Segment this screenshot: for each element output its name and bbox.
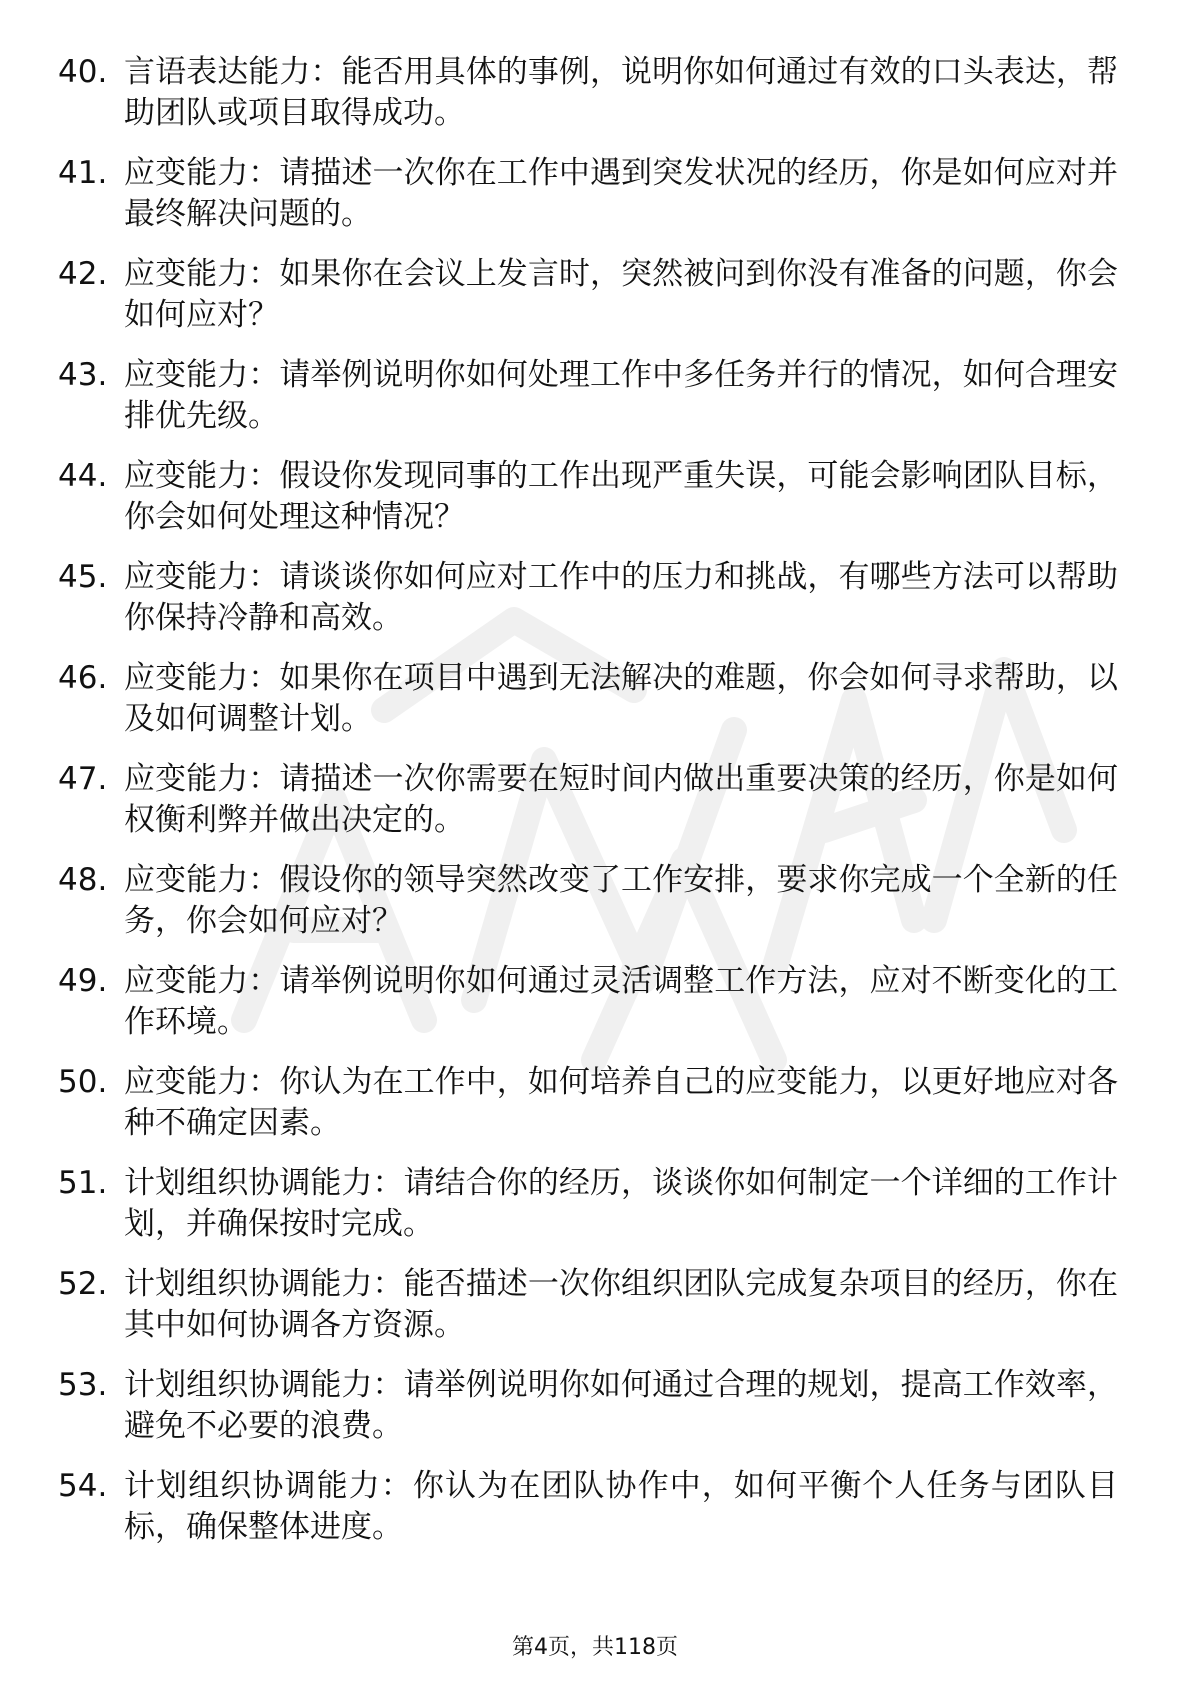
question-text: 应变能力：假设你发现同事的工作出现严重失误，可能会影响团队目标，你会如何处理这种情况？ bbox=[124, 458, 1118, 535]
question-text: 计划组织协调能力：你认为在团队协作中，如何平衡个人任务与团队目标，确保整体进度。 bbox=[124, 1468, 1118, 1545]
question-item bbox=[58, 1466, 1118, 1548]
question-text: 应变能力：请举例说明你如何通过灵活调整工作方法，应对不断变化的工作环境。 bbox=[124, 963, 1118, 1040]
question-number: 52. bbox=[58, 1266, 108, 1302]
question-item bbox=[58, 1365, 1118, 1447]
page-footer bbox=[0, 1634, 1190, 1662]
question-text: 应变能力：请描述一次你需要在短时间内做出重要决策的经历，你是如何权衡利弊并做出决定的。 bbox=[124, 761, 1118, 838]
question-item bbox=[58, 759, 1118, 841]
question-number: 43. bbox=[58, 357, 108, 393]
question-text: 言语表达能力：能否用具体的事例，说明你如何通过有效的口头表达，帮助团队或项目取得成功。 bbox=[124, 54, 1118, 131]
question-number: 44. bbox=[58, 458, 108, 494]
question-number: 40. bbox=[58, 54, 108, 90]
question-item bbox=[58, 557, 1118, 639]
question-item bbox=[58, 355, 1118, 437]
question-text: 应变能力：你认为在工作中，如何培养自己的应变能力，以更好地应对各种不确定因素。 bbox=[124, 1064, 1118, 1141]
question-number: 54. bbox=[58, 1468, 108, 1504]
question-number: 49. bbox=[58, 963, 108, 999]
question-item bbox=[58, 153, 1118, 235]
question-text: 计划组织协调能力：请举例说明你如何通过合理的规划，提高工作效率，避免不必要的浪费。 bbox=[124, 1367, 1118, 1444]
question-number: 42. bbox=[58, 256, 108, 292]
question-item bbox=[58, 52, 1118, 134]
question-text: 应变能力：请描述一次你在工作中遇到突发状况的经历，你是如何应对并最终解决问题的。 bbox=[124, 155, 1118, 232]
question-number: 45. bbox=[58, 559, 108, 595]
question-number: 41. bbox=[58, 155, 108, 191]
question-text: 计划组织协调能力：能否描述一次你组织团队完成复杂项目的经历，你在其中如何协调各方资源。 bbox=[124, 1266, 1118, 1343]
page-number-label: 第4页，共118页 bbox=[512, 1635, 678, 1660]
question-item bbox=[58, 961, 1118, 1043]
question-item bbox=[58, 456, 1118, 538]
question-item bbox=[58, 860, 1118, 942]
question-item bbox=[58, 1062, 1118, 1144]
question-item bbox=[58, 1163, 1118, 1245]
question-list bbox=[58, 52, 1118, 1567]
question-text: 应变能力：请举例说明你如何处理工作中多任务并行的情况，如何合理安排优先级。 bbox=[124, 357, 1118, 434]
question-number: 50. bbox=[58, 1064, 108, 1100]
question-number: 51. bbox=[58, 1165, 108, 1201]
question-item bbox=[58, 254, 1118, 336]
question-number: 48. bbox=[58, 862, 108, 898]
question-text: 计划组织协调能力：请结合你的经历，谈谈你如何制定一个详细的工作计划，并确保按时完成。 bbox=[124, 1165, 1118, 1242]
question-number: 53. bbox=[58, 1367, 108, 1403]
question-text: 应变能力：假设你的领导突然改变了工作安排，要求你完成一个全新的任务，你会如何应对？ bbox=[124, 862, 1118, 939]
question-text: 应变能力：如果你在会议上发言时，突然被问到你没有准备的问题，你会如何应对？ bbox=[124, 256, 1118, 333]
question-text: 应变能力：如果你在项目中遇到无法解决的难题，你会如何寻求帮助，以及如何调整计划。 bbox=[124, 660, 1118, 737]
question-item bbox=[58, 1264, 1118, 1346]
question-number: 46. bbox=[58, 660, 108, 696]
question-number: 47. bbox=[58, 761, 108, 797]
question-text: 应变能力：请谈谈你如何应对工作中的压力和挑战，有哪些方法可以帮助你保持冷静和高效。 bbox=[124, 559, 1118, 636]
question-item bbox=[58, 658, 1118, 740]
